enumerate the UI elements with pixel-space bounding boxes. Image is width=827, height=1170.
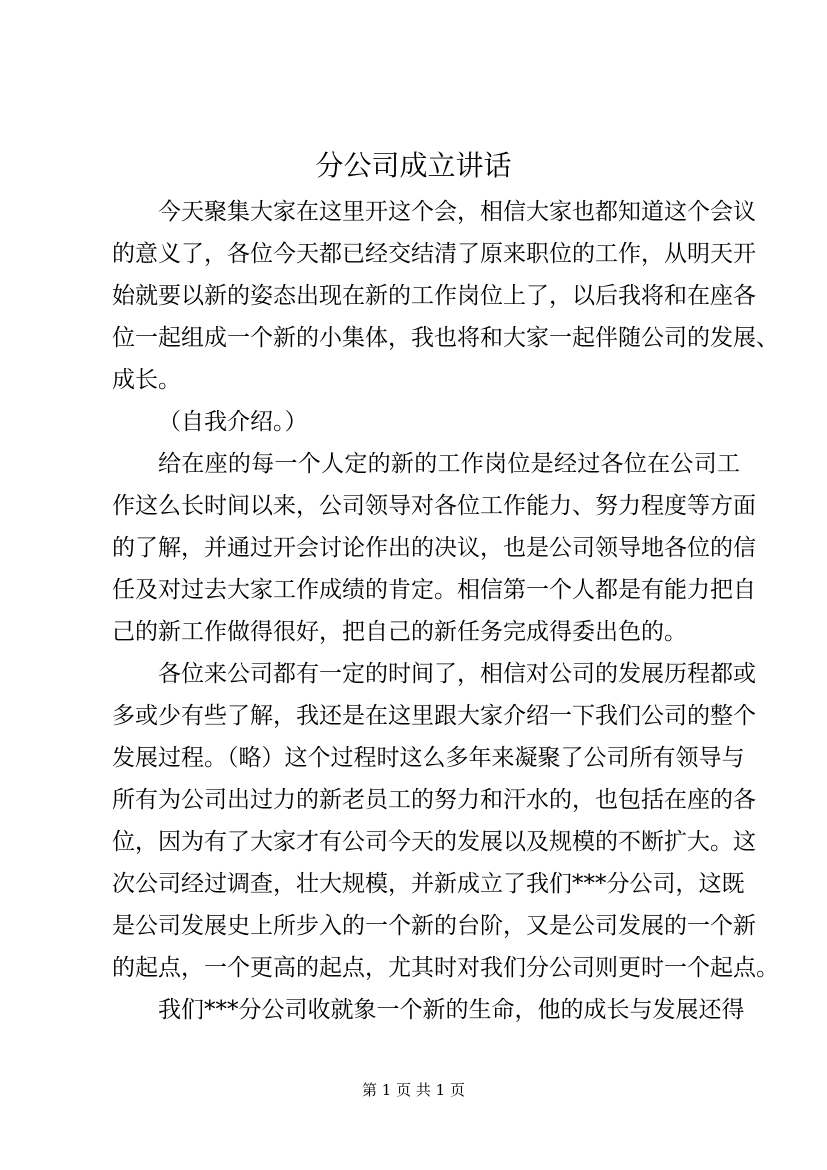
body-line: 各位来公司都有一定的时间了，相信对公司的发展历程都或 (158, 661, 756, 687)
body-line: 所有为公司出过力的新老员工的努力和汗水的，也包括在座的各 (112, 787, 756, 813)
page-footer: 第 1 页 共 1 页 (362, 1081, 465, 1099)
body-line: 的了解，并通过开会讨论作出的决议，也是公司领导地各位的信 (112, 535, 756, 561)
body-line: 我们***分公司收就象一个新的生命，他的成长与发展还得 (158, 997, 745, 1023)
body-line: 位一起组成一个新的小集体，我也将和大家一起伴随公司的发展、 (112, 325, 779, 351)
body-line: 多或少有些了解，我还是在这里跟大家介绍一下我们公司的整个 (112, 703, 756, 729)
body-line: （自我介绍。） (158, 409, 308, 435)
body-line: 任及对过去大家工作成绩的肯定。相信第一个人都是有能力把自 (112, 577, 756, 603)
body-line: 作这么长时间以来，公司领导对各位工作能力、努力程度等方面 (112, 493, 756, 519)
body-line: 位，因为有了大家才有公司今天的发展以及规模的不断扩大。这 (112, 829, 756, 855)
body-line: 的起点，一个更高的起点，尤其时对我们分公司则更时一个起点。 (112, 955, 779, 981)
body-line: 今天聚集大家在这里开这个会，相信大家也都知道这个会议 (158, 199, 756, 225)
body-line: 的意义了，各位今天都已经交结清了原来职位的工作，从明天开 (112, 241, 756, 267)
body-line: 次公司经过调查，壮大规模，并新成立了我们***分公司，这既 (112, 871, 745, 897)
body-line: 成长。 (112, 367, 181, 393)
body-line: 己的新工作做得很好，把自己的新任务完成得委出色的。 (112, 619, 687, 645)
body-line: 始就要以新的姿态出现在新的工作岗位上了，以后我将和在座各 (112, 283, 756, 309)
document-title: 分公司成立讲话 (315, 149, 512, 182)
body-line: 是公司发展史上所步入的一个新的台阶，又是公司发展的一个新 (112, 913, 756, 939)
body-line: 发展过程。（略）这个过程时这么多年来凝聚了公司所有领导与 (112, 745, 745, 771)
body-line: 给在座的每一个人定的新的工作岗位是经过各位在公司工 (158, 451, 740, 477)
